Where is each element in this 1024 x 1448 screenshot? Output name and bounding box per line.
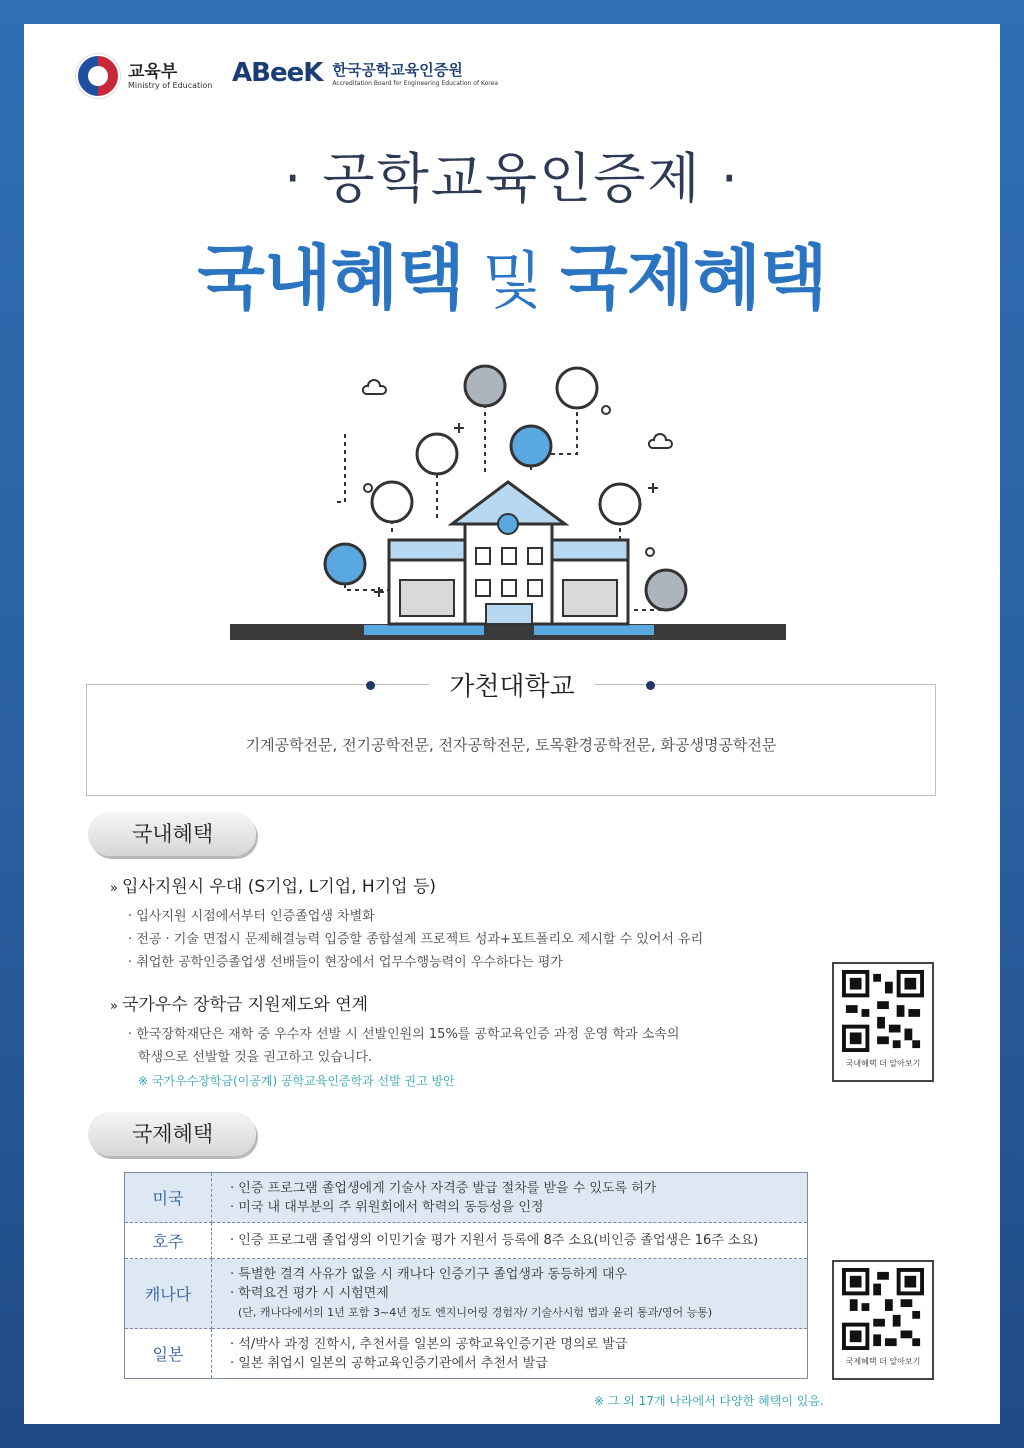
international-footnote: ※ 그 외 17개 나라에서 다양한 혜택이 있음.: [594, 1394, 824, 1408]
country-usa: 미국: [125, 1173, 212, 1223]
benefit-line: · 특별한 결격 사유가 없을 시 캐나다 인증기구 졸업생과 동등하게 대우: [230, 1267, 628, 1282]
international-label: 국제혜택: [88, 1112, 256, 1156]
table-row: [125, 1329, 808, 1379]
scholarship-line-2: 학생으로 선발할 것을 권고하고 있습니다.: [138, 1050, 373, 1065]
university-name: 가천대학교: [429, 672, 595, 702]
hiring-item-1: · 입사지원 시점에서부터 인증졸업생 차별화: [128, 909, 375, 924]
table-row: [125, 1173, 808, 1223]
section-hiring-title: [110, 872, 436, 897]
subtitle-international: 국제혜택: [560, 237, 827, 319]
poster-sheet: [24, 24, 1000, 1424]
abeek-name-en: Accreditation Board for Engineering Education of Korea: [332, 80, 498, 87]
benefit-subnote: (단, 캐나다에서의 1년 포함 3~4년 정도 엔지니어링 경험자/ 기술사시험 법과 윤리 통과/영어 능통): [238, 1306, 713, 1319]
domestic-qr-caption: 국내혜택 더 알아보기: [845, 1059, 921, 1068]
department-list: 기계공학전문, 전기공학전문, 전자공학전문, 토목환경공학전문, 화공생명공학전문: [245, 736, 777, 754]
benefit-line: · 학력요건 평가 시 시험면제: [230, 1286, 389, 1301]
country-australia: 호주: [125, 1223, 212, 1259]
scholarship-line-1: · 한국장학재단은 재학 중 우수자 선발 시 선발인원의 15%를 공학교육인증 과정 운영 학과 소속의: [128, 1027, 680, 1042]
university-title: [24, 666, 1000, 703]
country-japan: 일본: [125, 1329, 212, 1379]
hiring-item-2: · 전공 · 기술 면접시 문제해결능력 입증할 종합설계 프로젝트 성과+포트폴리오 제시할 수 있어서 유리: [128, 932, 704, 947]
section-hiring-text: 입사지원시 우대 (S기업, L기업, H기업 등): [121, 877, 437, 897]
qr-code-icon: [842, 970, 924, 1052]
ministry-name-ko: 교육부: [128, 61, 178, 82]
abeek-logo: [232, 58, 498, 88]
benefit-line: · 미국 내 대부분의 주 위원회에서 학력의 동등성을 인정: [230, 1199, 544, 1215]
benefit-line: · 인증 프로그램 졸업생의 이민기술 평가 지원서 등록에 8주 소요(비인증 졸업생은 16주 소요): [230, 1233, 759, 1248]
international-qr-caption: 국제혜택 더 알아보기: [845, 1357, 921, 1366]
chevron-right-icon: »: [110, 999, 118, 1014]
country-canada: 캐나다: [125, 1259, 212, 1329]
benefit-line: · 인증 프로그램 졸업생에게 기술사 자격증 발급 절차를 받을 수 있도록 허가: [230, 1180, 657, 1196]
domestic-label: 국내혜택: [88, 812, 256, 856]
table-row: [125, 1259, 808, 1329]
chevron-right-icon: »: [110, 881, 118, 896]
abeek-mark: ABeeK: [232, 58, 323, 88]
section-scholarship-title: [110, 990, 368, 1015]
qr-code-icon: [842, 1268, 924, 1350]
section-scholarship-text: 국가우수 장학금 지원제도와 연계: [121, 995, 369, 1015]
ministry-name-en: Ministry of Education: [128, 80, 213, 90]
page-subtitle: [24, 222, 1000, 323]
table-row: [125, 1223, 808, 1259]
subtitle-and: 및: [463, 244, 561, 317]
benefit-line: · 석/박사 과정 진학시, 추천서를 일본의 공학교육인증기관 명의로 발급: [230, 1336, 628, 1352]
school-illustration: [224, 342, 794, 642]
abeek-name-ko: 한국공학교육인증원: [332, 61, 463, 79]
domestic-qr-code[interactable]: [832, 962, 934, 1082]
page-title: · 공학교육인증제 ·: [284, 147, 740, 210]
scholarship-note: ※ 국가우수장학금(이공계) 공학교육인증학과 선발 권고 방안: [138, 1074, 455, 1088]
ministry-logo: [76, 54, 212, 98]
hiring-item-3: · 취업한 공학인증졸업생 선배들이 현장에서 업무수행능력이 우수하다는 평가: [128, 955, 563, 970]
international-qr-code[interactable]: [832, 1260, 934, 1380]
subtitle-domestic: 국내혜택: [197, 237, 464, 319]
international-table: [124, 1172, 808, 1379]
taeguk-icon: [76, 54, 120, 98]
benefit-line: · 일본 취업시 일본의 공학교육인증기관에서 추천서 발급: [230, 1355, 548, 1371]
